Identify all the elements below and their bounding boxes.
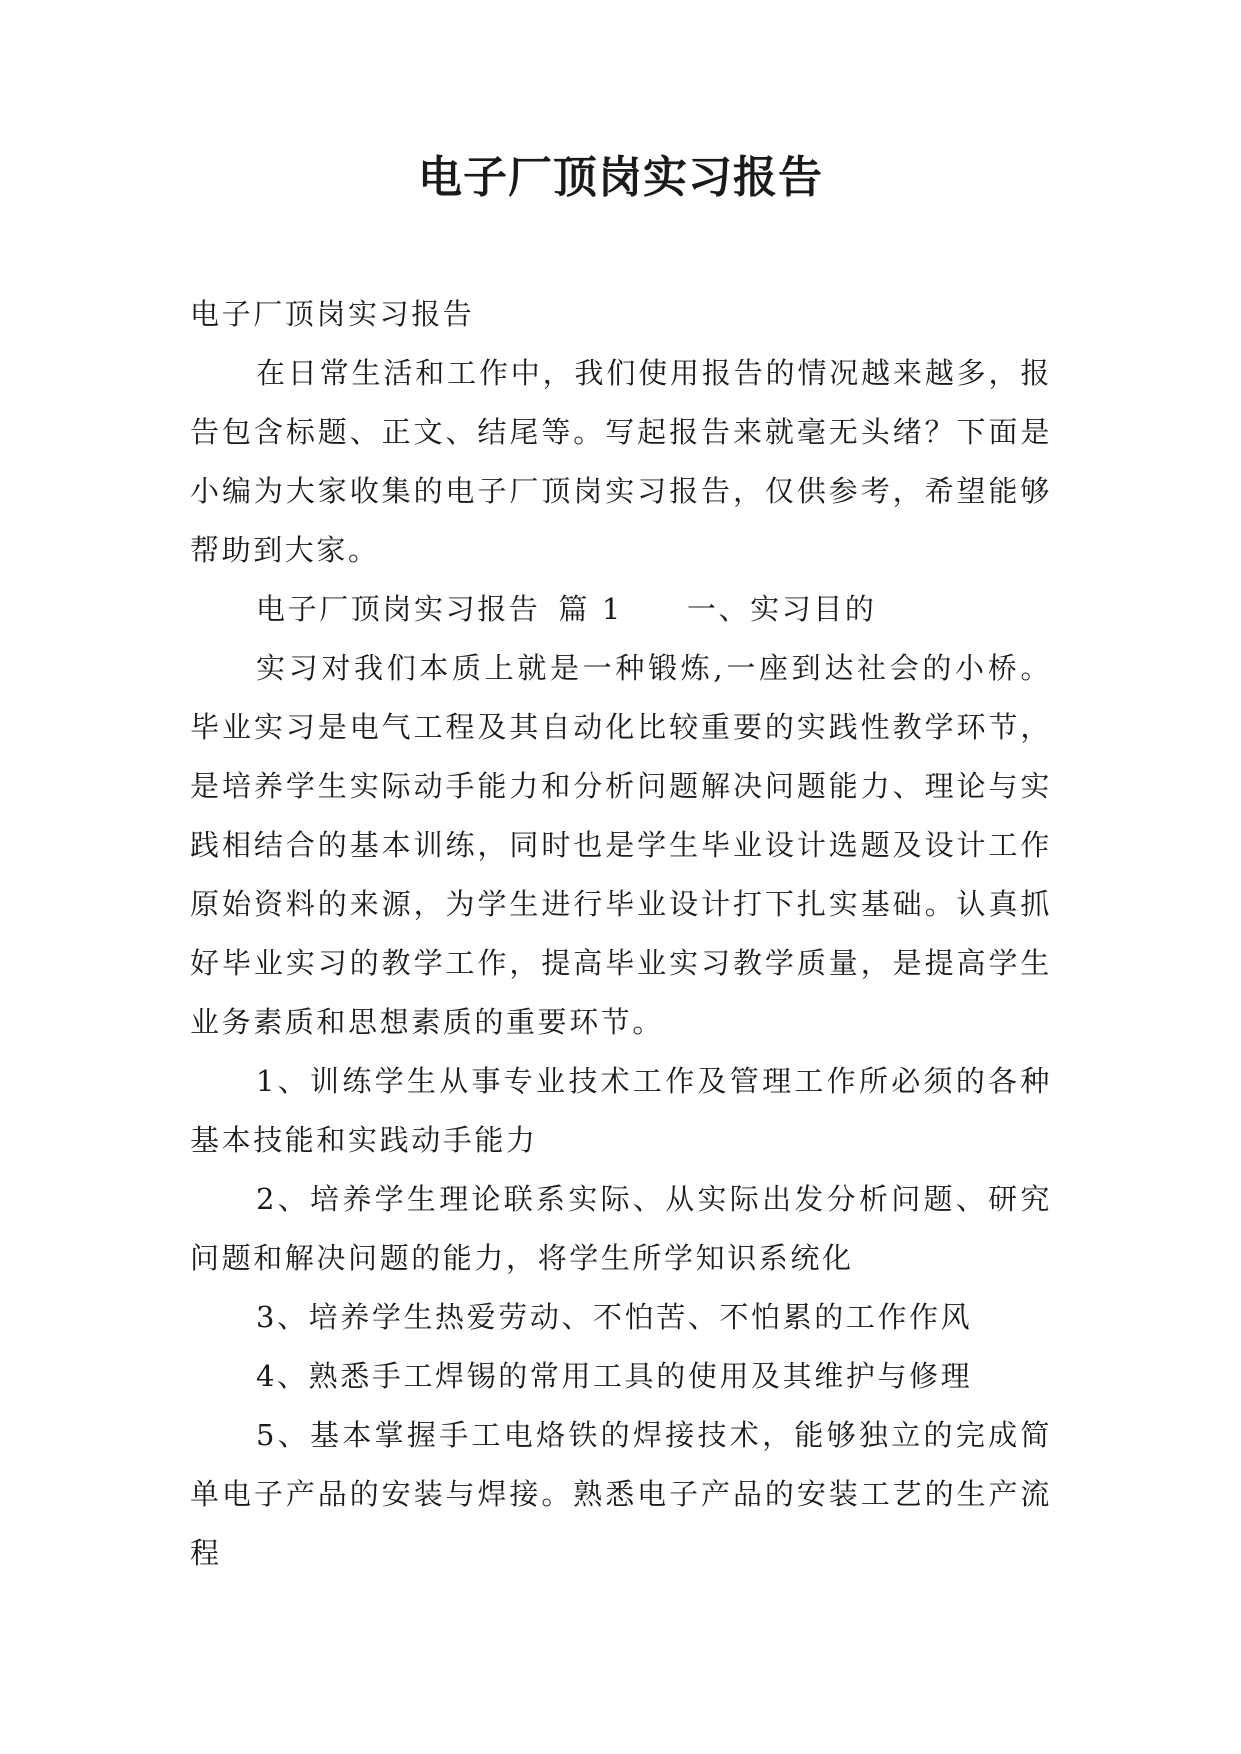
list-item-2: 2、培养学生理论联系实际、从实际出发分析问题、研究问题和解决问题的能力，将学生所学知识系统化 xyxy=(190,1182,1052,1275)
section-heading: 一、实习目的 xyxy=(686,592,877,626)
article-number: 篇 1 xyxy=(558,592,623,626)
list-item-3: 3、培养学生热爱劳动、不怕苦、不怕累的工作作风 xyxy=(256,1300,973,1334)
list-item-1: 1、训练学生从事专业技术工作及管理工作所必须的各种基本技能和实践动手能力 xyxy=(190,1064,1052,1157)
purpose-paragraph: 实习对我们本质上就是一种锻炼,一座到达社会的小桥。毕业实习是电气工程及其自动化比较重要的实践性教学环节，是培养学生实际动手能力和分析问题解决问题能力、理论与实践相结合的基本训练，同时也是学生毕业设计选题及设计工作原始资料的来源，为学生进行毕业设计打下扎实基础。认真抓好毕业实习的教学工作，提高毕业实习教学质量，是提高学生业务素质和思想素质的重要环节。 xyxy=(190,651,1052,1039)
section-heading-line xyxy=(190,580,1052,639)
list-item-5: 5、基本掌握手工电烙铁的焊接技术，能够独立的完成简单电子产品的安装与焊接。熟悉电子产品的安装工艺的生产流程 xyxy=(190,1418,1052,1570)
intro-paragraph: 在日常生活和工作中，我们使用报告的情况越来越多，报告包含标题、正文、结尾等。写起报告来就毫无头绪？下面是小编为大家收集的电子厂顶岗实习报告，仅供参考，希望能够帮助到大家。 xyxy=(190,356,1052,567)
document-subtitle: 电子厂顶岗实习报告 xyxy=(190,297,475,331)
document-title: 电子厂顶岗实习报告 xyxy=(418,152,823,203)
document-body xyxy=(190,285,1052,1583)
list-item-4: 4、熟悉手工焊锡的常用工具的使用及其维护与修理 xyxy=(256,1359,973,1393)
article-label: 电子厂顶岗实习报告 xyxy=(256,592,541,626)
